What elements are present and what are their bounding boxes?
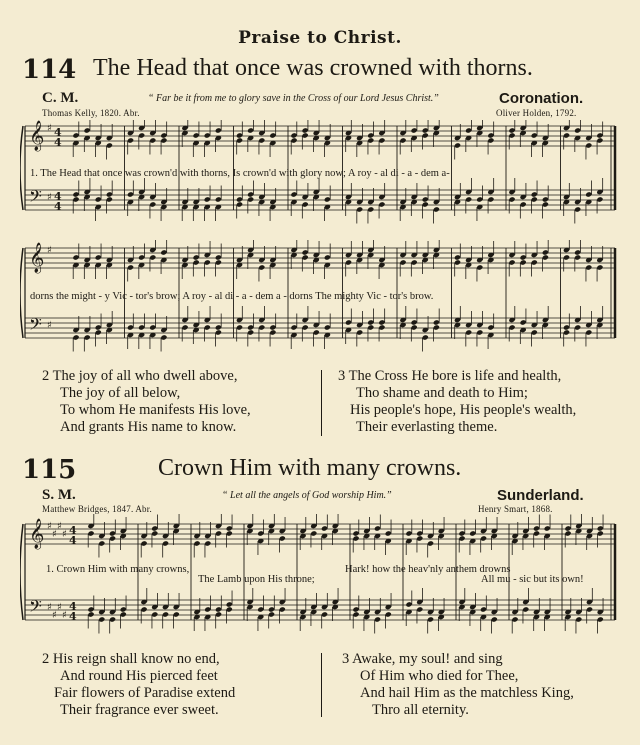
hymn-115-lyrics-b: The Lamb upon His throne; xyxy=(198,574,315,585)
svg-text:♯: ♯ xyxy=(57,521,62,532)
verse-line: And round His pierced feet xyxy=(60,668,218,684)
hymn-114-title: The Head that once was crowned with thorns. xyxy=(93,55,533,81)
hymn-114-lyrics-line-2: dorns the might - y Vic - tor's brow; A roy - al di - a - dem a - dorns The mighty Vic - tor's brow. xyxy=(30,291,434,302)
verse-line: Their fragrance ever sweet. xyxy=(60,702,219,718)
svg-text:♯: ♯ xyxy=(47,320,52,331)
svg-text:♯: ♯ xyxy=(47,245,52,256)
hymn-114-epigraph: “ Far be it from me to glory save in the Cross of our Lord Jesus Christ.” xyxy=(148,93,439,104)
hymn-115-verse-3 xyxy=(342,651,574,719)
svg-text:♯: ♯ xyxy=(52,529,57,540)
verse-line: And grants His name to know. xyxy=(60,419,237,435)
verse-line: Fair flowers of Paradise extend xyxy=(54,685,236,701)
svg-text:♯: ♯ xyxy=(47,192,52,203)
hymn-115-verse-2 xyxy=(42,651,235,719)
hymn-114-verse-3 xyxy=(338,368,576,436)
verse-line: 3 Awake, my soul! and sing xyxy=(342,651,503,667)
svg-text:𝄢: 𝄢 xyxy=(29,314,42,338)
svg-text:4: 4 xyxy=(54,200,62,213)
verse-line: Thro all eternity. xyxy=(372,702,469,718)
svg-text:♯: ♯ xyxy=(47,123,52,134)
verse-divider xyxy=(321,653,322,717)
verse-line: Tho shame and death to Him; xyxy=(356,385,528,401)
svg-text:4: 4 xyxy=(54,126,62,139)
hymn-114-number: 114 xyxy=(22,55,77,85)
svg-text:♯: ♯ xyxy=(52,610,57,621)
hymn-115-meter: S. M. xyxy=(42,487,76,503)
hymn-114-meter: C. M. xyxy=(42,90,79,106)
svg-text:𝄢: 𝄢 xyxy=(29,596,42,620)
svg-text:𝄢: 𝄢 xyxy=(29,186,42,210)
verse-line: His people's hope, His people's wealth, xyxy=(350,402,577,418)
verse-line: And hail Him as the matchless King, xyxy=(360,685,574,701)
svg-text:♯: ♯ xyxy=(57,602,62,613)
hymn-115-epigraph: “ Let all the angels of God worship Him.” xyxy=(222,490,392,501)
svg-text:♯: ♯ xyxy=(47,521,52,532)
svg-text:𝄞: 𝄞 xyxy=(29,121,45,151)
svg-text:𝄞: 𝄞 xyxy=(29,243,45,273)
verse-line: 2 The joy of all who dwell above, xyxy=(42,368,238,384)
hymn-114-composer: Oliver Holden, 1792. xyxy=(496,108,577,118)
hymn-115-composer: Henry Smart, 1868. xyxy=(478,504,553,514)
verse-line: 3 The Cross He bore is life and health, xyxy=(338,368,562,384)
verse-line: To whom He manifests His love, xyxy=(60,402,251,418)
hymn-115-title: Crown Him with many crowns. xyxy=(158,455,462,481)
svg-text:4: 4 xyxy=(69,534,77,547)
verse-line: 2 His reign shall know no end, xyxy=(42,651,220,667)
hymn-115-number: 115 xyxy=(22,455,77,485)
verse-line: Their everlasting theme. xyxy=(356,419,498,435)
section-title: Praise to Christ. xyxy=(238,28,402,48)
svg-text:4: 4 xyxy=(69,600,77,613)
svg-text:♯: ♯ xyxy=(47,602,52,613)
hymn-115-tune: Sunderland. xyxy=(497,487,584,504)
hymn-115-lyrics-c: Hark! how the heav'nly anthem drowns xyxy=(345,564,511,575)
verse-line: The joy of all below, xyxy=(60,385,181,401)
hymn-115-lyrics-d: All mu - sic but its own! xyxy=(481,574,584,585)
hymn-115-lyrics-a: 1. Crown Him with many crowns, xyxy=(46,564,190,575)
verse-line: Of Him who died for Thee, xyxy=(360,668,519,684)
verse-divider xyxy=(321,370,322,436)
hymn-115-author: Matthew Bridges, 1847. Abr. xyxy=(42,504,152,514)
svg-text:♯: ♯ xyxy=(62,529,67,540)
svg-text:𝄞: 𝄞 xyxy=(29,519,45,549)
hymn-114-verse-2 xyxy=(42,368,251,436)
hymn-114-author: Thomas Kelly, 1820. Abr. xyxy=(42,108,140,118)
svg-text:4: 4 xyxy=(69,610,77,623)
hymn-114-lyrics-line-1: 1. The Head that once was crown'd with thorns, Is crown'd with glory now; A roy - al di - a - dem a- xyxy=(30,168,450,179)
svg-text:4: 4 xyxy=(54,136,62,149)
svg-text:4: 4 xyxy=(69,524,77,537)
svg-text:♯: ♯ xyxy=(62,610,67,621)
svg-text:4: 4 xyxy=(54,190,62,203)
hymn-114-tune: Coronation. xyxy=(499,90,584,107)
